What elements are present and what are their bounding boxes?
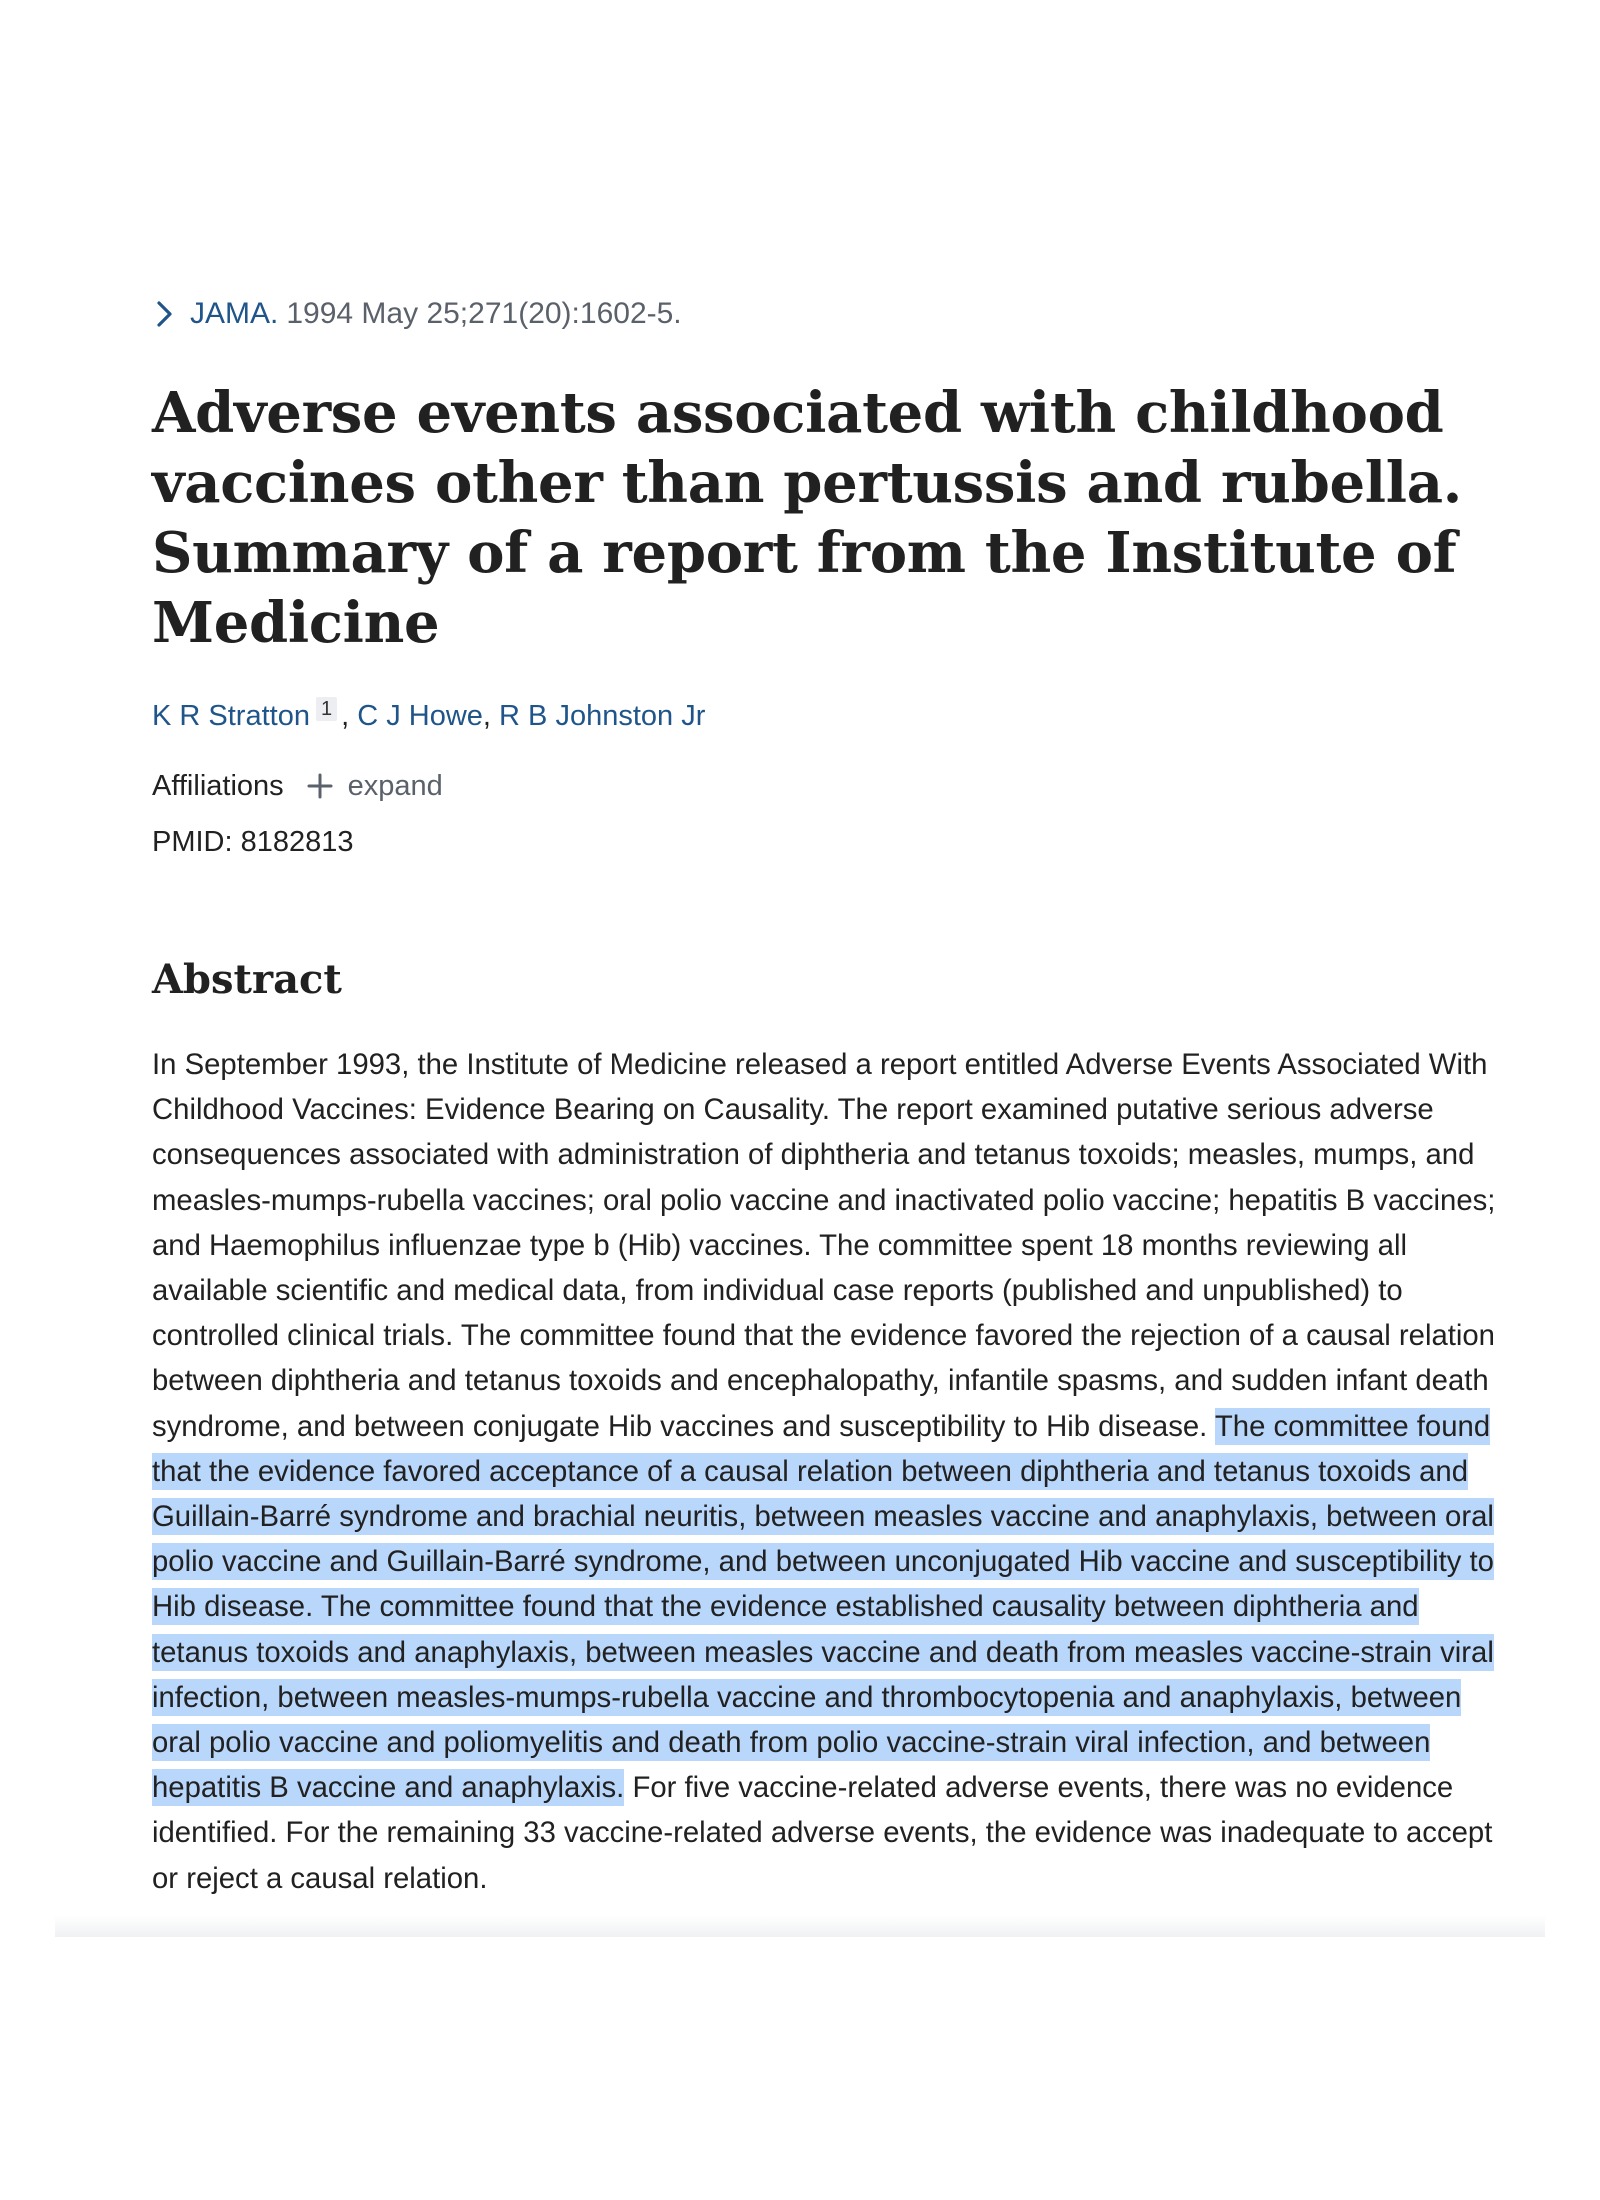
pmid: PMID: 8182813: [152, 826, 354, 858]
author-link[interactable]: K R Stratton: [152, 700, 310, 732]
expand-label: expand: [347, 769, 443, 802]
author-list: [152, 696, 1492, 736]
abstract-text-after: For five vaccine-related adverse events, there was no evidence identified. For the remaining 33 vaccine-related adverse events, the evidence was inadequate to accept or reject a causal relation.: [152, 1771, 1493, 1895]
article-page: [152, 290, 1496, 1901]
selected-text[interactable]: The committee found that the evidence favored acceptance of a causal relation between diphtheria and tetanus toxoids and Guillain-Barré syndrome and brachial neuritis, between measles vaccine and anaphylaxis, between oral polio vaccine and Guillain-Barré syndrome, and between unconjugated Hib vaccine and susceptibility to Hib disease. The committee found that the evidence established causality between diphtheria and tetanus toxoids and anaphylaxis, between measles vaccine and death from measles vaccine-strain viral infection, between measles-mumps-rubella vaccine and thrombocytopenia and anaphylaxis, between oral polio vaccine and poliomyelitis and death from polio vaccine-strain viral infection, and between hepatitis B vaccine and anaphylaxis.: [152, 1409, 1494, 1805]
expand-affiliations-button[interactable]: [306, 770, 443, 803]
affiliation-reference[interactable]: 1: [316, 697, 337, 721]
citation-line: [152, 290, 1492, 338]
author-separator: ,: [482, 700, 500, 732]
content-fade: [55, 1915, 1545, 1937]
author-separator: ,: [341, 700, 358, 732]
chevron-right-icon[interactable]: [152, 299, 178, 329]
author-link[interactable]: C J Howe: [357, 700, 483, 732]
abstract-text: [152, 1042, 1507, 1901]
plus-icon: [306, 772, 334, 800]
affiliations-label: Affiliations: [152, 769, 284, 802]
journal-link[interactable]: JAMA.: [190, 297, 279, 330]
citation-details: 1994 May 25;271(20):1602-5.: [286, 297, 682, 330]
abstract-text-before: In September 1993, the Institute of Medicine released a report entitled Adverse Events Associated With Childhood Vaccines: Evidence Bearing on Causality. The report examined putative serious adverse consequences associated with administration of diphtheria and tetanus toxoids; measles, mumps, and measles-mumps-rubella vaccines; oral polio vaccine and inactivated polio vaccine; hepatitis B vaccines; and Haemophilus influenzae type b (Hib) vaccines. The committee spent 18 months reviewing all available scientific and medical data, from individual case reports (published and unpublished) to controlled clinical trials. The committee found that the evidence favored the rejection of a causal relation between diphtheria and tetanus toxoids and encephalopathy, infantile spasms, and sudden infant death syndrome, and between conjugate Hib vaccines and susceptibility to Hib disease.: [152, 1048, 1496, 1443]
abstract-heading: Abstract: [152, 956, 342, 1003]
affiliations-row: [152, 766, 1492, 806]
article-title: Adverse events associated with childhood vaccines other than pertussis and rubella. Summary of a report from the Institute of Medicine: [152, 380, 1462, 656]
author-link[interactable]: R B Johnston Jr: [499, 700, 706, 732]
